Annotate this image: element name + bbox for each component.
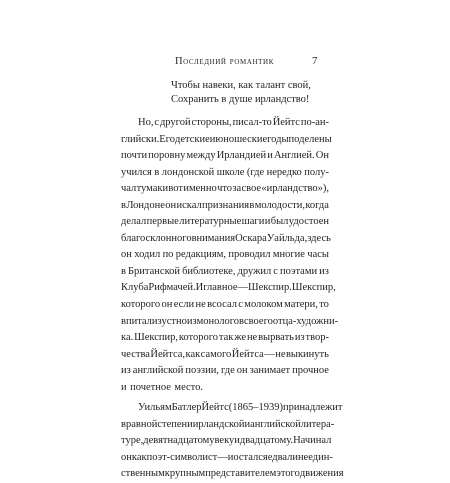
text-line: ственным крупным представителем этого движения <box>121 468 344 480</box>
text-line: учился в лондонской школе (где нередко полу- <box>121 166 329 178</box>
text-line: в Лондоне он искал признания в молодости, когда <box>121 199 329 211</box>
text-line: из английской поэзии, где он занимает прочное <box>121 365 329 377</box>
epigraph-line: Сохранить в душе ирландство! <box>171 94 310 105</box>
paragraph <box>121 115 339 396</box>
text-line: Уильям Батлер Йейтс (1865–1939) принадлежит <box>138 402 343 414</box>
epigraph <box>171 79 311 107</box>
text-line: в равной степени ирландской и английской литера- <box>121 418 335 430</box>
text-line: Но, с другой стороны, писал-то Йейтс по-ан- <box>138 117 329 128</box>
text-line: чал тумаки вот именно что за свое «ирландство»), <box>121 183 329 195</box>
text-line: впитал изустно из монологов своего отца-художни- <box>121 315 339 327</box>
text-line: делал первые литературные шаги и был удостоен <box>121 216 329 228</box>
text-line: ка. Шекспир, которого так же не вырвать из твор- <box>121 332 329 344</box>
epigraph-line: Чтобы навеки, как талант свой, <box>171 80 311 91</box>
text-line: почти поровну между Ирландией и Англией. Он <box>121 150 329 162</box>
body-text <box>121 115 344 483</box>
text-line: глийски. Его детские и юношеские годы поделены <box>121 133 332 145</box>
text-line: которого он если не всосал с молоком матери, то <box>121 299 329 311</box>
running-title: Последний романтик <box>175 56 274 67</box>
text-line: в Британской библиотеке, дружил с поэтами из <box>121 265 329 277</box>
text-line: он ходил по редакциям, проводил многие часы <box>121 249 329 261</box>
page-number: 7 <box>312 55 318 67</box>
text-line: туре, девятнадцатому веку и двадцатому. Начинал <box>121 435 332 447</box>
paragraph <box>121 400 344 483</box>
text-line: и почетное место. <box>121 381 203 393</box>
text-line: благосклонного внимания Оскара Уайльда, здесь <box>121 232 331 244</box>
text-line: он как поэт-символист — и остался едва ли не един- <box>121 451 333 463</box>
text-line: чества Йейтса, как самого Йейтса — не выкинуть <box>121 348 329 360</box>
text-line: Клуба Рифмачей. И главное — Шекспир. Шекспир, <box>121 282 336 294</box>
